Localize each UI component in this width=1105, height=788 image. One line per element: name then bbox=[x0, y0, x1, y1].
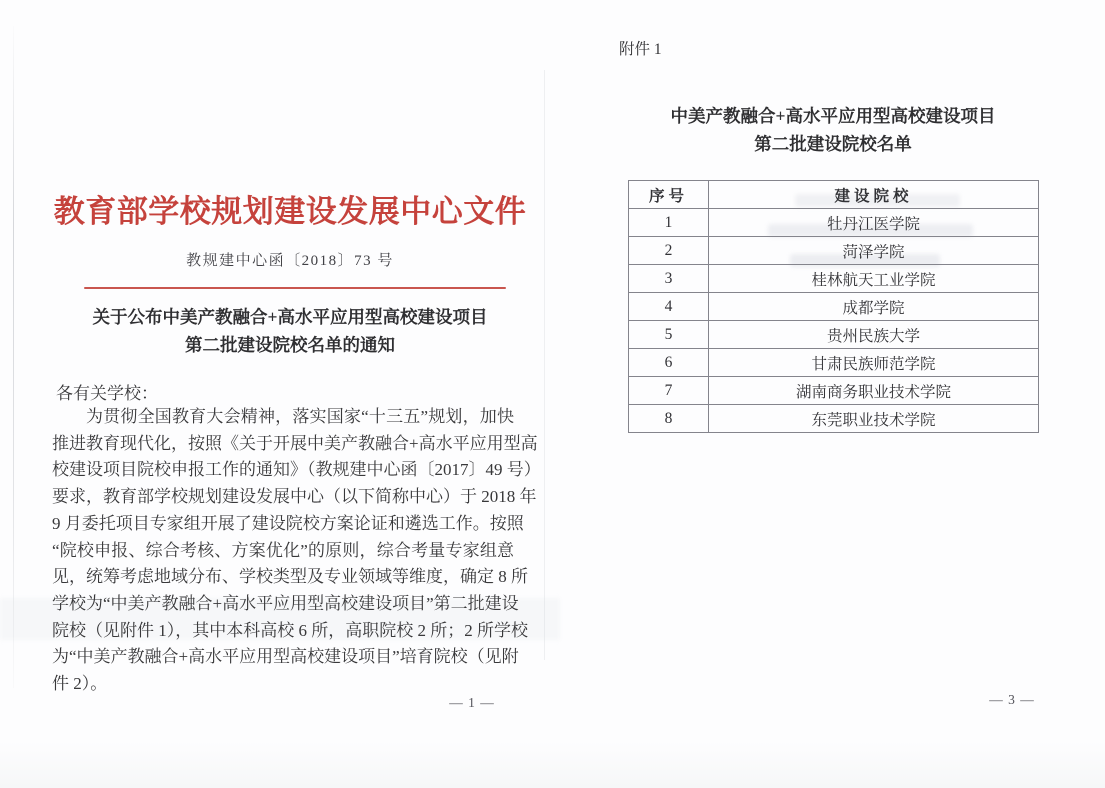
letterhead-divider bbox=[84, 287, 506, 289]
body-line: 校建设项目院校申报工作的通知》（教规建中心函〔2017〕49 号） bbox=[52, 460, 541, 480]
row-index-cell: 2 bbox=[629, 237, 709, 265]
school-name-cell: 成都学院 bbox=[709, 293, 1039, 321]
school-name-cell: 甘肃民族师范学院 bbox=[709, 349, 1039, 377]
table-row bbox=[629, 265, 1039, 293]
header-cell-school: 建设院校 bbox=[709, 181, 1039, 209]
page-number-1: — 1 — bbox=[449, 695, 495, 710]
body-line: 要求，教育部学校规划建设发展中心（以下简称中心）于 2018 年 bbox=[52, 487, 537, 507]
body-line: 院校（见附件 1），其中本科高校 6 所，高职院校 2 所；2 所学校 bbox=[52, 620, 528, 640]
school-name-cell: 东莞职业技术学院 bbox=[709, 405, 1039, 433]
notice-title-line1: 关于公布中美产教融合+高水平应用型高校建设项目 bbox=[92, 307, 488, 327]
school-name-cell: 牡丹江医学院 bbox=[709, 209, 1039, 237]
body-line: “院校申报、综合考核、方案优化”的原则，综合考量专家组意 bbox=[52, 540, 514, 560]
school-table bbox=[628, 180, 1039, 433]
table-row bbox=[629, 237, 1039, 265]
body-line: 为“中美产教融合+高水平应用型高校建设项目”培育院校（见附 bbox=[52, 647, 519, 667]
page-fold-line bbox=[544, 70, 545, 660]
body-line: 见，统筹考虑地域分布、学校类型及专业领域等维度，确定 8 所 bbox=[52, 567, 528, 587]
body-line: 9 月委托项目专家组开展了建设院校方案论证和遴选工作。按照 bbox=[52, 513, 524, 533]
school-name-cell: 桂林航天工业学院 bbox=[709, 265, 1039, 293]
document-body bbox=[52, 404, 541, 698]
scan-edge-line bbox=[13, 26, 14, 688]
body-line: 件 2）。 bbox=[52, 674, 108, 694]
table-row bbox=[629, 293, 1039, 321]
notice-title bbox=[30, 304, 550, 359]
header-cell-index: 序号 bbox=[629, 181, 709, 209]
school-name-cell: 菏泽学院 bbox=[709, 237, 1039, 265]
row-index-cell: 7 bbox=[629, 377, 709, 405]
table-row bbox=[629, 405, 1039, 433]
page-number-3: — 3 — bbox=[989, 692, 1035, 707]
table-row bbox=[629, 209, 1039, 237]
row-index-cell: 4 bbox=[629, 293, 709, 321]
notice-title-line2: 第二批建设院校名单的通知 bbox=[185, 334, 395, 355]
attachment-title-line1: 中美产教融合+高水平应用型高校建设项目 bbox=[670, 106, 996, 126]
table-body bbox=[629, 209, 1039, 433]
body-line: 学校为“中美产教融合+高水平应用型高校建设项目”第二批建设 bbox=[52, 593, 519, 613]
table-row bbox=[629, 377, 1039, 405]
school-name-cell: 贵州民族大学 bbox=[709, 321, 1039, 349]
attachment-label: 附件 1 bbox=[619, 41, 662, 58]
salutation: 各有关学校： bbox=[56, 384, 158, 403]
row-index-cell: 8 bbox=[629, 405, 709, 433]
body-line: 为贯彻全国教育大会精神，落实国家“十三五”规划，加快 bbox=[86, 407, 514, 426]
row-index-cell: 1 bbox=[629, 209, 709, 237]
table-row bbox=[629, 349, 1039, 377]
school-name-cell: 湖南商务职业技术学院 bbox=[709, 377, 1039, 405]
body-line: 推进教育现代化，按照《关于开展中美产教融合+高水平应用型高 bbox=[52, 433, 538, 453]
table-row bbox=[629, 321, 1039, 349]
row-index-cell: 5 bbox=[629, 321, 709, 349]
row-index-cell: 3 bbox=[629, 265, 709, 293]
document-number: 教规建中心函〔2018〕73 号 bbox=[186, 253, 394, 269]
agency-letterhead: 教育部学校规划建设发展中心文件 bbox=[53, 194, 527, 229]
table-header-row bbox=[629, 181, 1039, 209]
attachment-title bbox=[563, 102, 1103, 158]
attachment-title-line2: 第二批建设院校名单 bbox=[754, 134, 912, 154]
row-index-cell: 6 bbox=[629, 349, 709, 377]
